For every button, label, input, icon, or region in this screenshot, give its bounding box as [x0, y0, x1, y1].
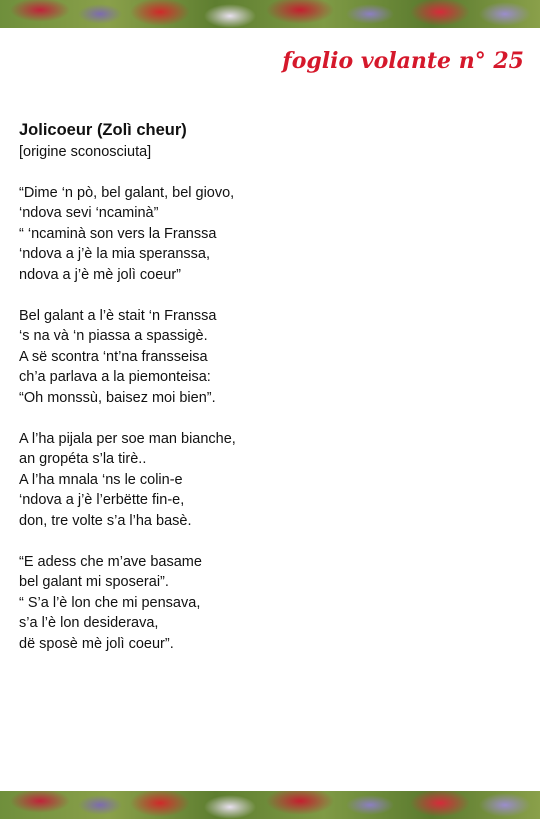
verse-line: “Oh monssù, baisez moi bien”. [19, 389, 216, 406]
verse-line: dë sposè mè jolì coeur”. [19, 635, 174, 652]
page-header-title: foglio volante n° 25 [282, 48, 524, 74]
verse-line: ‘ndova a j’è la mia speranssa, [19, 246, 211, 263]
verse-line: A l’ha mnala ‘ns le colin-e [19, 471, 183, 488]
verse-line: ‘ndova a j’è l’erbëtte fin-e, [19, 492, 185, 509]
verse-line: ‘ndova sevi ‘ncaminà” [19, 205, 159, 222]
stanza-2 [19, 306, 519, 409]
verse-line: “Dime ‘n pò, bel galant, bel giovo, [19, 184, 235, 201]
verse-line: “ S’a l’è lon che mi pensava, [19, 594, 201, 611]
verse-line: “E adess che m’ave basame [19, 553, 202, 570]
song-content [19, 120, 519, 654]
stanza-3 [19, 429, 519, 532]
verse-line: bel galant mi sposerai”. [19, 574, 169, 591]
song-origin: [origine sconosciuta] [19, 144, 152, 160]
stanza-4 [19, 552, 519, 655]
verse-line: don, tre volte s’a l’ha basè. [19, 512, 192, 529]
verse-line: s’a l’è lon desiderava, [19, 615, 159, 632]
stanza-1 [19, 183, 519, 286]
verse-line: A l’ha pijala per soe man bianche, [19, 430, 236, 447]
verse-line: Bel galant a l’è stait ‘n Franssa [19, 307, 217, 324]
top-flower-banner [0, 0, 540, 28]
verse-line: “ ‘ncaminà son vers la Franssa [19, 225, 217, 242]
verse-line: an gropéta s’la tirè.. [19, 451, 147, 468]
verse-line: ‘s na và ‘n piassa a spassigè. [19, 328, 208, 345]
verse-line: ch’a parlava a la piemonteisa: [19, 369, 211, 386]
song-title: Jolicoeur (Zolì cheur) [19, 121, 187, 139]
verse-line: ndova a j’è mè jolì coeur” [19, 266, 181, 283]
verse-line: A së scontra ‘nt’na fransseisa [19, 348, 208, 365]
bottom-flower-banner [0, 791, 540, 819]
